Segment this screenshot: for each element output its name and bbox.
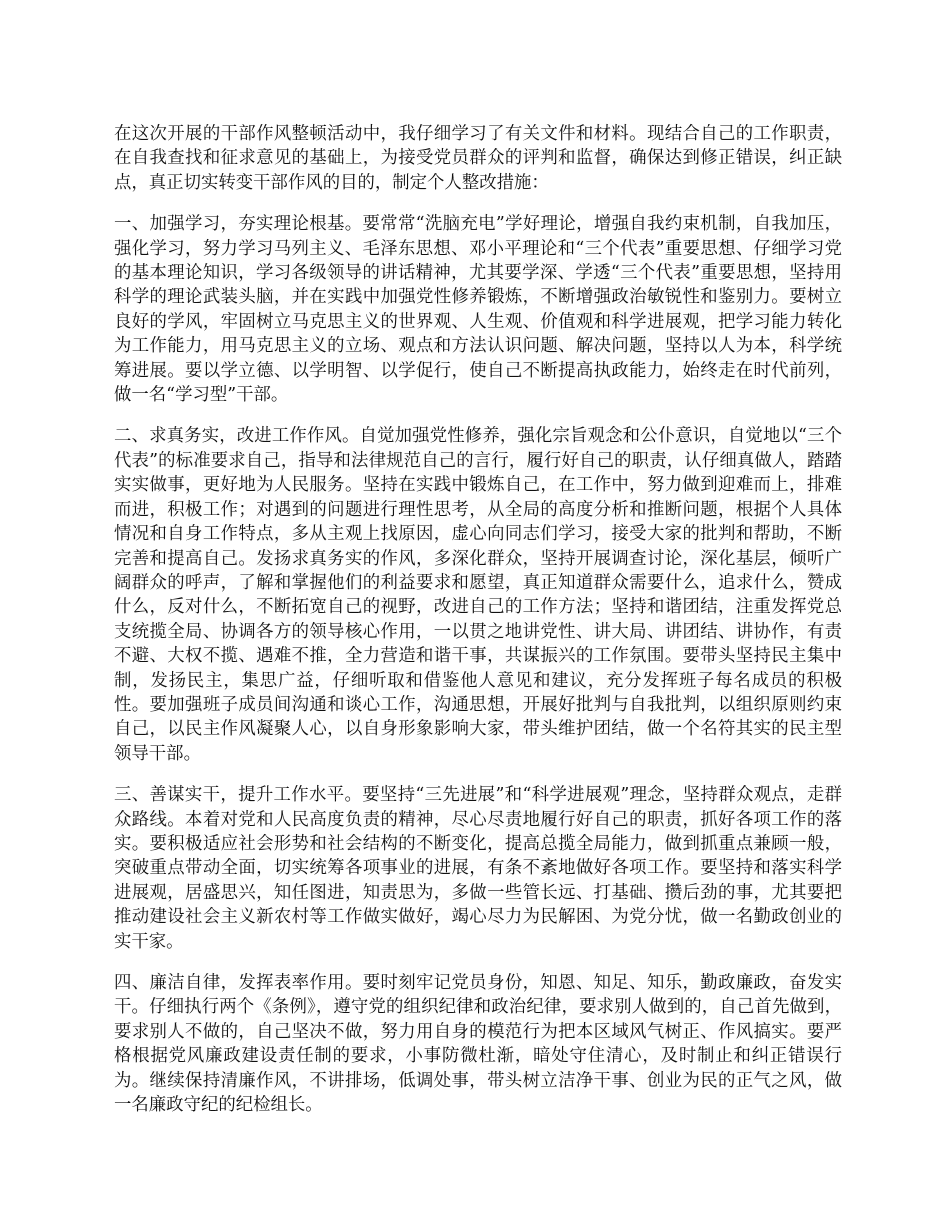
section-study-paragraph: 一、加强学习，夯实理论根基。要常常“洗脑充电”学好理论，增强自我约束机制，自我加压，强化学习，努力学习马列主义、毛泽东思想、邓小平理论和“三个代表”重要思想、仔细学习党的基本理论知识，学习各级领导的讲话精神，尤其要学深、学透“三个代表”重要思想，坚持用科学的理论武装头脑，并在实践中加强党性修养锻炼，不断增强政治敏锐性和鉴别力。要树立良好的学风，牢固树立马克思主义的世界观、人生观、价值观和科学进展观，把学习能力转化为工作能力，用马克思主义的立场、观点和方法认识问题、解决问题，坚持以人为本，科学统筹进展。要以学立德、以学明智、以学促行，使自己不断提高执政能力，始终走在时代前列，做一名“学习型”干部。 <box>114 214 842 406</box>
section-integrity-paragraph: 四、廉洁自律，发挥表率作用。要时刻牢记党员身份，知恩、知足、知乐，勤政廉政，奋发实干。仔细执行两个《条例》，遵守党的组织纪律和政治纪律，要求别人做到的，自己首先做到，要求别人不做的，自己坚决不做，努力用自身的模范行为把本区域风气树正、作风搞实。要严格根据党风廉政建设责任制的要求，小事防微杜渐，暗处守住清心，及时制止和纠正错误行为。继续保持清廉作风，不讲排场，低调处事，带头树立洁净干事、创业为民的正气之风，做一名廉政守纪的纪检组长。 <box>114 973 842 1116</box>
intro-paragraph: 在这次开展的干部作风整顿活动中，我仔细学习了有关文件和材料。现结合自己的工作职责，在自我查找和征求意见的基础上，为接受党员群众的评判和监督，确保达到修正错误，纠正缺点，真正切实转变干部作风的目的，制定个人整改措施： <box>114 124 842 193</box>
document-body <box>114 122 842 1134</box>
section-work-level-paragraph: 三、善谋实干，提升工作水平。要坚持“三先进展”和“科学进展观”理念，坚持群众观点，走群众路线。本着对党和人民高度负责的精神，尽心尽责地履行好自己的职责，抓好各项工作的落实。要积极适应社会形势和社会结构的不断变化，提高总揽全局能力，做到抓重点兼顾一般，突破重点带动全面，切实统筹各项事业的进展，有条不紊地做好各项工作。要坚持和落实科学进展观，居盛思兴，知任图进，知责思为，多做一些管长远、打基础、攒后劲的事，尤其要把推动建设社会主义新农村等工作做实做好，竭心尽力为民解困、为党分忧，做一名勤政创业的实干家。 <box>114 785 842 952</box>
section-work-style-paragraph: 二、求真务实，改进工作作风。自觉加强党性修养，强化宗旨观念和公仆意识，自觉地以“三个代表”的标准要求自己，指导和法律规范自己的言行，履行好自己的职责，认仔细真做人，踏踏实实做事，更好地为人民服务。坚持在实践中锻炼自己，在工作中，努力做到迎难而上，排难而进，积极工作；对遇到的问题进行理性思考，从全局的高度分析和推断问题，根据个人具体情况和自身工作特点，多从主观上找原因，虚心向同志们学习，接受大家的批判和帮助，不断完善和提高自己。发扬求真务实的作风，多深化群众，坚持开展调查讨论，深化基层，倾听广阔群众的呼声，了解和掌握他们的利益要求和愿望，真正知道群众需要什么，追求什么，赞成什么，反对什么，不断拓宽自己的视野，改进自己的工作方法；坚持和谐团结，注重发挥党总支统揽全局、协调各方的领导核心作用，一以贯之地讲党性、讲大局、讲团结、讲协作，有责不避、大权不揽、遇难不推，全力营造和谐干事，共谋振兴的工作氛围。要带头坚持民主集中制，发扬民主，集思广益，仔细听取和借鉴他人意见和建议，充分发挥班子每名成员的积极性。要加强班子成员间沟通和谈心工作，沟通思想，开展好批判与自我批判，以组织原则约束自己，以民主作风凝聚人心，以自身形象影响大家，带头维护团结，做一个名符其实的民主型领导干部。 <box>114 426 842 764</box>
